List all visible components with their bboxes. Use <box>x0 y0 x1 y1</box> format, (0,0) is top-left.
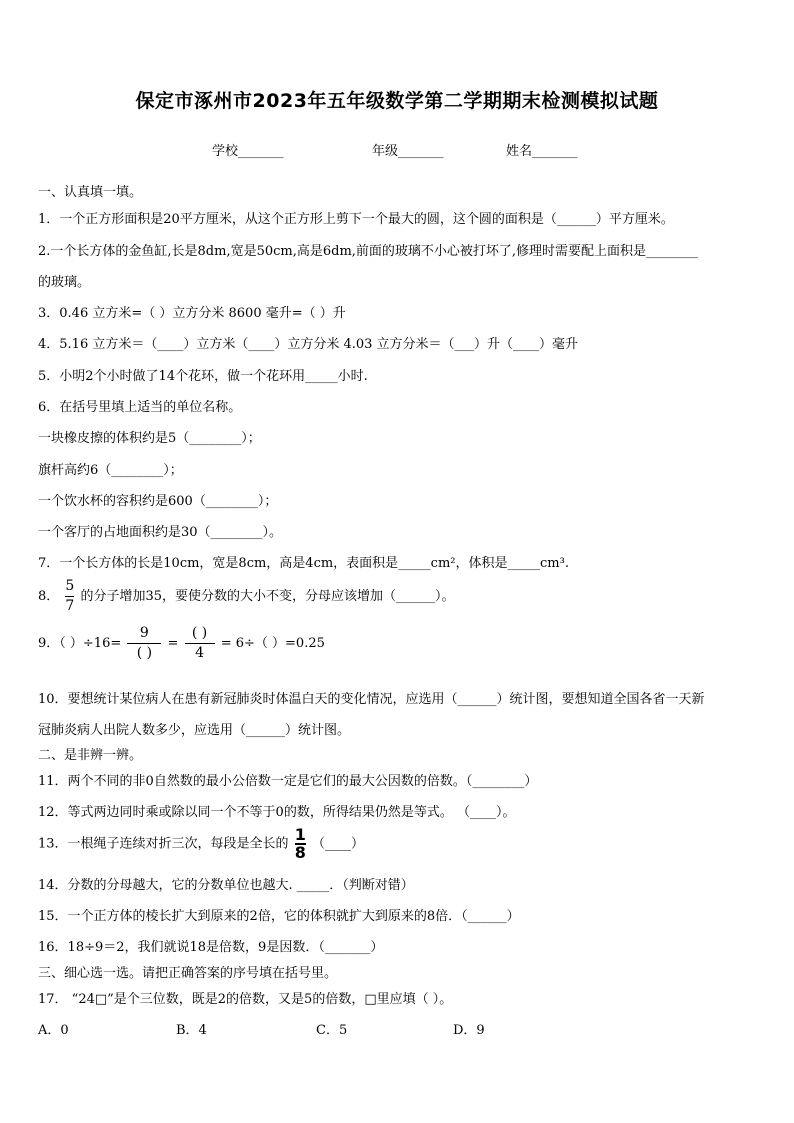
question-13 <box>38 825 364 862</box>
fraction-denominator: 4 <box>195 645 205 661</box>
question-8-prefix: 8． <box>38 589 60 604</box>
fraction-denominator: 7 <box>65 598 75 614</box>
fraction-numerator: 5 <box>65 578 75 594</box>
question-9-suffix: = 6÷（ ）=0.25 <box>220 636 325 651</box>
section-1-heading: 一、认真填一填。 <box>38 185 143 200</box>
question-1: 1．一个正方形面积是20平方厘米，从这个正方形上剪下一个最大的圆，这个圆的面积是（______）平方厘米。 <box>38 212 674 227</box>
question-5: 5．小明2个小时做了14个花环，做一个花环用_____小时. <box>38 369 368 384</box>
question-6-item-a: 一块橡皮擦的体积约是5（________）； <box>38 431 261 446</box>
fraction-numerator: 1 <box>294 825 306 844</box>
section-2-heading: 二、是非辨一辨。 <box>38 748 143 763</box>
fraction-1-8 <box>294 825 306 862</box>
option-a: A．0 <box>38 1023 69 1038</box>
question-14: 14．分数的分母越大，它的分数单位也越大. _____．（判断对错） <box>38 878 414 893</box>
fraction-blank-over-4 <box>185 625 215 662</box>
question-4: 4．5.16 立方米＝（____）立方米（____）立方分米 4.03 立方分米＝（___）升（____）毫升 <box>38 337 579 352</box>
question-17: 17． “24□”是个三位数，既是2的倍数，又是5的倍数，□里应填（ ）。 <box>38 992 453 1007</box>
option-c: C．5 <box>316 1023 348 1038</box>
fraction-numerator: ( ) <box>191 625 208 641</box>
question-9-prefix: 9．（ ）÷16= <box>38 636 122 651</box>
fraction-bar <box>65 596 74 597</box>
question-6-item-c: 一个饮水杯的容积约是600（________）； <box>38 494 278 509</box>
exam-title: 保定市涿州市2023年五年级数学第二学期期末检测模拟试题 <box>135 90 659 112</box>
question-16: 16．18÷9＝2，我们就说18是倍数，9是因数．（_______） <box>38 940 384 955</box>
question-2-line-1: 2.一个长方体的金鱼缸,长是8dm,宽是50cm,高是6dm,前面的玻璃不小心被打坏了,修理时需要配上面积是________ <box>38 244 699 259</box>
fraction-5-7 <box>65 578 74 615</box>
question-12: 12．等式两边同时乘或除以同一个不等于0的数，所得结果仍然是等式。 （____）。 <box>38 805 516 820</box>
fraction-denominator: 8 <box>294 843 306 862</box>
question-2-line-2: 的玻璃。 <box>38 275 91 290</box>
question-10-line-1: 10．要想统计某位病人在患有新冠肺炎时体温白天的变化情况，应选用（______）统计图，要想知道全国各省一天新 <box>38 692 705 707</box>
question-3: 3．0.46 立方米=（ ）立方分米 8600 毫升=（ ）升 <box>38 306 346 321</box>
question-11: 11．两个不同的非0自然数的最小公倍数一定是它们的最大公因数的倍数。（________） <box>38 774 538 789</box>
fraction-bar <box>127 643 161 644</box>
question-10-line-2: 冠肺炎病人出院人数多少，应选用（______）统计图。 <box>38 723 351 738</box>
question-6: 6．在括号里填上适当的单位名称。 <box>38 400 242 415</box>
question-9 <box>38 625 325 662</box>
grade-field: 年级_______ <box>372 144 444 159</box>
question-6-item-b: 旗杆高约6（________）； <box>38 463 183 478</box>
question-15: 15．一个正方体的棱长扩大到原来的2倍，它的体积就扩大到原来的8倍．（______） <box>38 909 520 924</box>
option-d: D．9 <box>453 1023 485 1038</box>
question-13-suffix: （____） <box>311 836 364 852</box>
question-8 <box>38 578 455 615</box>
question-6-item-d: 一个客厅的占地面积约是30（________）。 <box>38 525 283 540</box>
name-field: 姓名_______ <box>506 144 578 159</box>
fraction-numerator: 9 <box>139 625 149 641</box>
option-b: B．4 <box>176 1023 207 1038</box>
fraction-denominator: ( ) <box>136 645 153 661</box>
school-field: 学校_______ <box>212 144 284 159</box>
equals-sign: = <box>167 636 179 651</box>
question-13-text: 13．一根绳子连续对折三次，每段是全长的 <box>38 836 289 852</box>
section-3-heading: 三、细心选一选。请把正确答案的序号填在括号里。 <box>38 966 338 981</box>
question-7: 7．一个长方体的长是10cm，宽是8cm，高是4cm，表面积是_____cm²，体积是_____cm³. <box>38 556 569 571</box>
fraction-bar <box>185 643 215 644</box>
fraction-9-over-blank <box>127 625 161 662</box>
question-8-text: 的分子增加35，要使分数的大小不变，分母应该增加（______）。 <box>80 589 455 604</box>
